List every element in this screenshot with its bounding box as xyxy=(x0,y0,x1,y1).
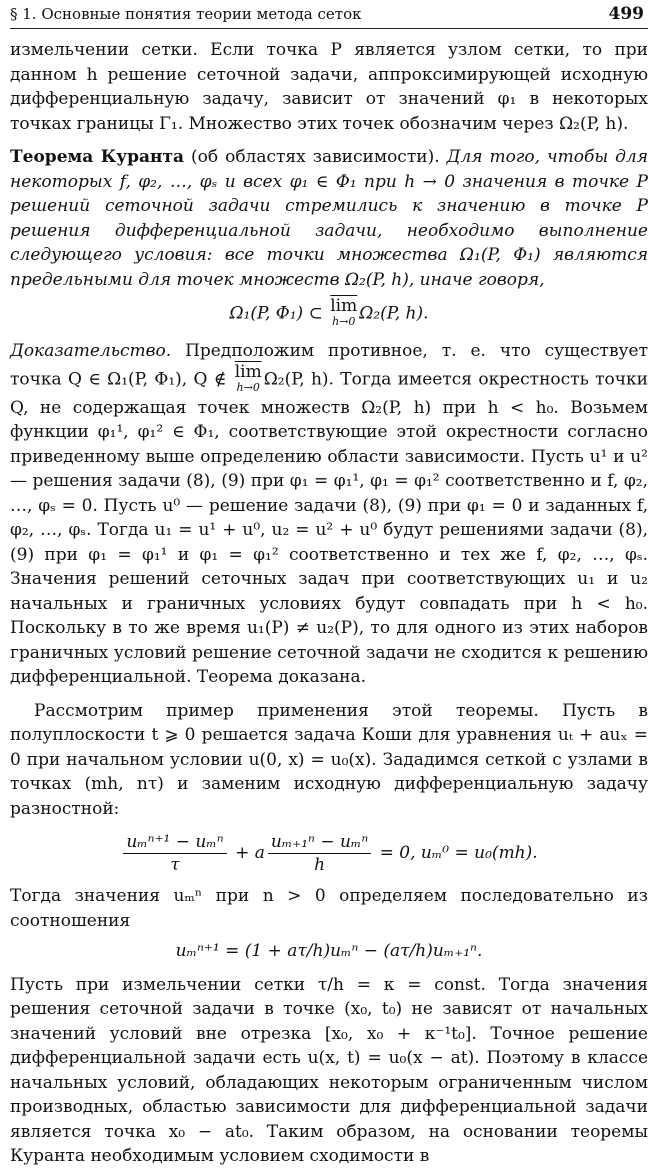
header-rule xyxy=(10,28,648,29)
fraction-time: $\frac{\text{uₘⁿ⁺¹ − uₘⁿ}}{\tau}$ xyxy=(123,831,226,876)
section-title: § 1. Основные понятия теории метода сеток xyxy=(10,5,362,23)
recurrence-equation: uₘⁿ⁺¹ = (1 + aτ/h)uₘⁿ − (aτ/h)uₘ₊₁ⁿ. xyxy=(175,941,483,961)
theorem-block xyxy=(10,145,648,292)
theorem-name: Теорема Куранта xyxy=(10,147,185,167)
theorem-formula: Ω₁(P, Φ₁) ⊂ $\overline{lim}$ h→0 Ω₂(P, h). xyxy=(229,296,429,328)
paragraph-intro: измельчении сетки. Если точка P является узлом сетки, то при данном h решение сеточной задачи, аппроксимирующей исходную дифференциальную задачу, зависит от значений φ₁ в некоторых точках границы Γ₁. Множество этих точек обозначим через Ω₂(P, h). xyxy=(10,40,648,134)
proof-block: Доказательство. Предположим противное, т. е. что существует точка Q ∈ Ω₁(P, Φ₁), Q ∉ $\overline{lim}$ h→0 Ω₂(P, h). Тогда имеется окрестность точки Q, не содержащая точек множеств Ω₂(P, h) при h < h₀. Возьмем функции φ₁¹, φ₁² ∈ Φ₁, соответствующие этой окрестности согласно приведенному выше определению области зависимости. Пусть u¹ и u² — решения задачи (8), (9) при φ₁ = φ₁¹, φ₁ = φ₁² соответственно и f, φ₂, …, φₛ = 0. Пусть u⁰ — решение задачи (8), (9) при φ₁ = 0 и заданных f, φ₂, …, φₛ. Тогда u₁ = u¹ + u⁰, u₂ = u² + u⁰ будут решениями задачи (8), (9) при φ₁ = φ₁¹ и φ₁ = φ₁² соответственно и тех же f, φ₂, …, φₛ. Значения решений сеточных задач при соответствующих u₁ и u₂ начальных и граничных условиях будут совпадать при h < h₀. Поскольку в то же время u₁(P) ≠ u₂(P), то для одного из этих наборов граничных условий решение сеточной задачи не сходится к решению дифференциальной. Теорема доказана. xyxy=(10,341,648,687)
fraction-space: $\frac{\text{uₘ₊₁ⁿ − uₘⁿ}}{h}$ xyxy=(268,831,371,876)
upper-limit-operator: $\overline{lim}$ h→0 xyxy=(330,296,358,328)
paragraph-recurrence-intro: Тогда значения uₘⁿ при n > 0 определяем последовательно из соотношения xyxy=(10,886,648,931)
paragraph-example: Рассмотрим пример применения этой теоремы. Пусть в полуплоскости t ⩾ 0 решается задача Коши для уравнения uₜ + auₓ = 0 при начальном условии u(0, x) = u₀(x). Зададимся сеткой с узлами в точках (mh, nτ) и заменим исходную дифференциальную задачу разностной: xyxy=(10,700,648,819)
running-header xyxy=(10,4,648,24)
paragraph-conclusion: Пусть при измельчении сетки τ/h = κ = const. Тогда значения решения сеточной задачи в точке (x₀, t₀) не зависят от начальных значений условий вне отрезка [x₀, x₀ + κ⁻¹t₀]. Точное решение дифференциальной задачи есть u(x, t) = u₀(x − at). Поэтому в классе начальных условий, обладающих некоторым ограниченным числом производных, областью зависимости для дифференциальной задачи является точка x₀ − at₀. Таким образом, на основании теоремы Куранта необходимым условием сходимости в xyxy=(10,974,648,1166)
proof-limit-operator: $\overline{lim}$ h→0 xyxy=(234,361,262,394)
book-page xyxy=(10,0,648,1166)
theorem-statement: Для того, чтобы для некоторых f, φ₂, …, φₛ и всех φ₁ ∈ Φ₁ при h → 0 значения в точке P решений сеточной задачи стремились к значению в точке P решения дифференциальной задачи, необходимо выполнение следующего условия: все точки множества Ω₁(P, Φ₁) являются предельными для точек множеств Ω₂(P, h), иначе говоря, xyxy=(10,147,648,290)
proof-label: Доказательство. xyxy=(10,341,172,361)
theorem-qualifier: (об областях зависимости). xyxy=(184,147,447,167)
page-body xyxy=(10,38,648,1169)
page-number: 499 xyxy=(608,4,644,24)
difference-scheme-equation: $\frac{\text{uₘⁿ⁺¹ − uₘⁿ}}{\tau}$ + a $\frac{\text{uₘ₊₁ⁿ − uₘⁿ}}{h}$ = 0, uₘ⁰ = u₀(mh). xyxy=(10,831,648,876)
